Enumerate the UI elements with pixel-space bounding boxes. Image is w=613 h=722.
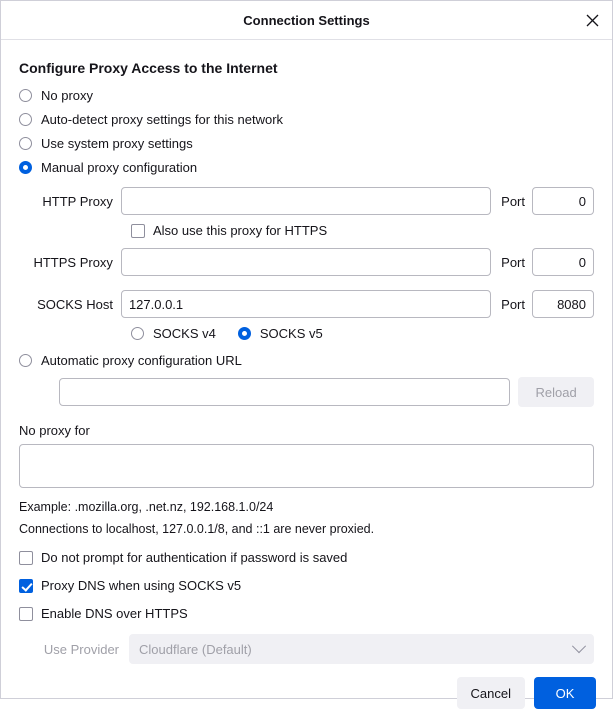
- socks-host-input[interactable]: [121, 290, 491, 318]
- option-doh-label: Enable DNS over HTTPS: [41, 606, 188, 621]
- provider-selected-value: Cloudflare (Default): [139, 641, 252, 657]
- radio-socks-v4[interactable]: [131, 326, 216, 341]
- option-proxy-dns-checkbox[interactable]: [19, 579, 33, 593]
- https-proxy-row: [19, 248, 594, 276]
- option-no-auth-prompt-label: Do not prompt for authentication if password is saved: [41, 550, 348, 565]
- example-hint: Example: .mozilla.org, .net.nz, 192.168.1.0/24: [19, 500, 274, 514]
- radio-socks-v4-indicator: [131, 327, 144, 340]
- radio-manual-proxy-label: Manual proxy configuration: [41, 160, 198, 175]
- dialog-content: [1, 40, 612, 664]
- http-port-label: Port: [501, 193, 525, 209]
- radio-socks-v5-label: SOCKS v5: [259, 326, 323, 341]
- provider-select[interactable]: [129, 634, 594, 664]
- options-group: [19, 550, 594, 621]
- dialog-footer: [1, 664, 612, 722]
- dialog-titlebar: [1, 1, 612, 40]
- https-proxy-input[interactable]: [121, 248, 491, 276]
- radio-socks-v5[interactable]: [238, 326, 323, 341]
- http-proxy-row: [19, 187, 594, 215]
- radio-auto-detect-indicator: [19, 113, 32, 126]
- radio-pac-url[interactable]: [19, 353, 594, 368]
- also-use-https-row[interactable]: [131, 223, 594, 238]
- radio-pac-url-indicator: [19, 354, 32, 367]
- radio-manual-proxy[interactable]: [19, 160, 594, 175]
- option-proxy-dns-label: Proxy DNS when using SOCKS v5: [41, 578, 242, 593]
- no-proxy-for-label: No proxy for: [19, 423, 90, 438]
- also-use-https-checkbox[interactable]: [131, 224, 145, 238]
- option-no-auth-prompt-checkbox[interactable]: [19, 551, 33, 565]
- radio-pac-url-label: Automatic proxy configuration URL: [41, 353, 242, 368]
- also-use-https-label: Also use this proxy for HTTPS: [153, 223, 328, 238]
- http-port-input[interactable]: [532, 187, 594, 215]
- pac-url-row: [59, 377, 594, 407]
- radio-auto-detect-label: Auto-detect proxy settings for this network: [41, 112, 284, 127]
- chevron-down-icon: [572, 639, 586, 653]
- ok-button[interactable]: OK: [534, 677, 596, 709]
- section-heading: Configure Proxy Access to the Internet: [19, 60, 278, 76]
- https-proxy-label: HTTPS Proxy: [33, 254, 113, 270]
- radio-system-proxy[interactable]: [19, 136, 594, 151]
- option-no-auth-prompt-row[interactable]: [19, 550, 594, 565]
- http-proxy-input[interactable]: [121, 187, 491, 215]
- socks-port-label: Port: [501, 296, 525, 312]
- radio-system-proxy-label: Use system proxy settings: [41, 136, 193, 151]
- option-doh-row[interactable]: [19, 606, 594, 621]
- pac-url-input[interactable]: [59, 378, 510, 406]
- provider-row: [37, 634, 594, 664]
- socks-host-row: [19, 290, 594, 318]
- radio-manual-proxy-indicator: [19, 161, 32, 174]
- socks-host-label: SOCKS Host: [37, 296, 113, 312]
- http-proxy-label: HTTP Proxy: [42, 193, 113, 209]
- radio-socks-v5-indicator: [238, 327, 251, 340]
- socks-port-input[interactable]: [532, 290, 594, 318]
- no-proxy-for-textarea[interactable]: [19, 444, 594, 488]
- option-proxy-dns-row[interactable]: [19, 578, 594, 593]
- provider-label: Use Provider: [43, 641, 119, 657]
- https-port-label: Port: [501, 254, 525, 270]
- radio-no-proxy[interactable]: [19, 88, 594, 103]
- radio-no-proxy-label: No proxy: [41, 88, 94, 103]
- reload-button[interactable]: Reload: [518, 377, 594, 407]
- radio-auto-detect[interactable]: [19, 112, 594, 127]
- option-doh-checkbox[interactable]: [19, 607, 33, 621]
- socks-version-group: [131, 326, 594, 341]
- radio-no-proxy-indicator: [19, 89, 32, 102]
- cancel-button[interactable]: Cancel: [457, 677, 525, 709]
- radio-system-proxy-indicator: [19, 137, 32, 150]
- close-icon[interactable]: [580, 8, 604, 32]
- localhost-hint: Connections to localhost, 127.0.0.1/8, and ::1 are never proxied.: [19, 522, 375, 536]
- radio-socks-v4-label: SOCKS v4: [153, 326, 216, 341]
- dialog-title: Connection Settings: [243, 12, 370, 28]
- https-port-input[interactable]: [532, 248, 594, 276]
